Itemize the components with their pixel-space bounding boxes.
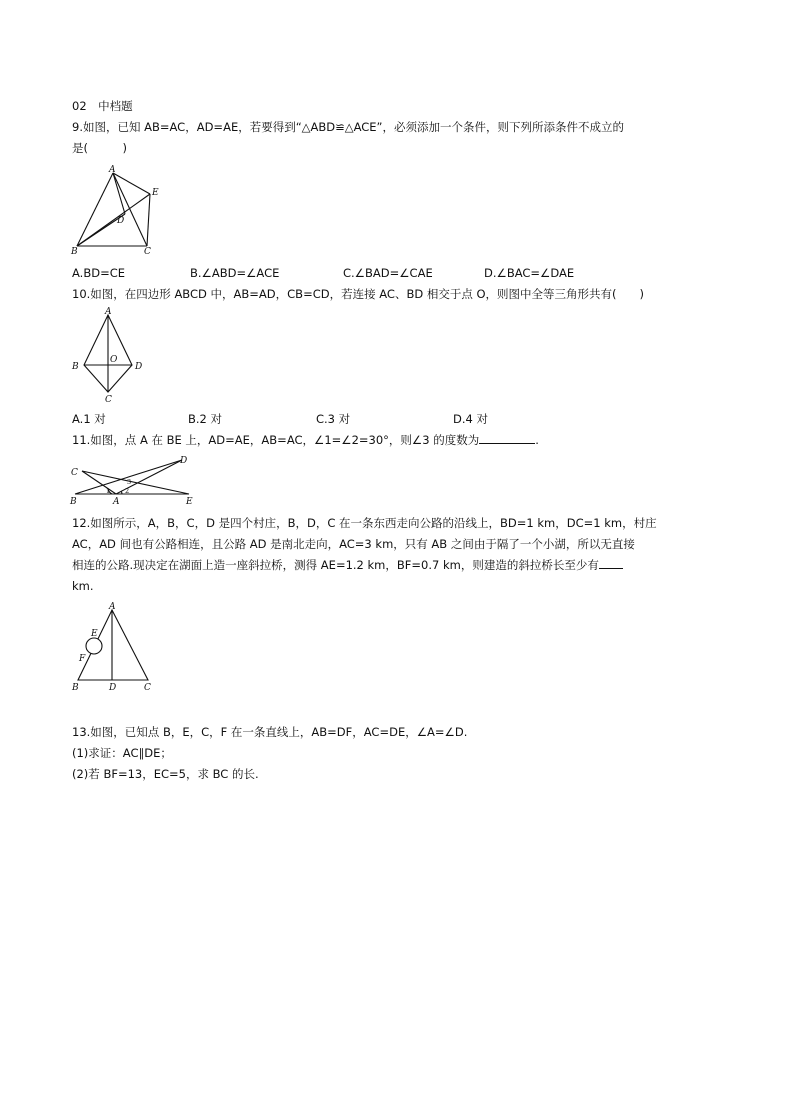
q10-label-a: A [105,307,112,317]
q11-answer-blank[interactable] [479,443,535,444]
q9-figure [68,164,168,256]
q12-lake [86,638,102,654]
q12-label-d: D [109,683,117,693]
q12-figure [68,600,168,696]
q12-answer-blank[interactable] [599,568,623,569]
q9-label-d: D [117,216,125,226]
q13-part2: (2)若 BF=13，EC=5，求 BC 的长. [72,767,259,781]
q9-text-line1: 9.如图，已知 AB=AC，AD=AE，若要得到“△ABD≌△ACE”，必须添加一个条件，则下列所添条件不成立的 [72,120,625,134]
q10-option-a[interactable]: A.1 对 [72,412,106,426]
q11-figure [68,452,198,506]
q11-angle1-label: 1 [106,487,111,495]
q9-seg-ac [113,173,147,246]
q12-label-c: C [144,683,151,693]
q9-label-b: B [71,247,78,256]
q10-option-d[interactable]: D.4 对 [453,412,488,426]
q10-text-line1: 10.如图，在四边形 ABCD 中，AB=AD，CB=CD，若连接 AC、BD 相交于点 O，则图中全等三角形共有( ) [72,287,645,301]
q10-option-c[interactable]: C.3 对 [316,412,351,426]
q12-text-line3 [72,557,623,573]
q10-figure [68,306,158,406]
q9-seg-be [77,194,150,246]
q9-label-a: A [109,165,116,175]
q12-label-f: F [79,654,86,664]
q9-label-e: E [152,188,159,198]
q9-text-line2: 是( ) [72,141,127,155]
q12-label-b: B [72,683,79,693]
q10-label-c: C [105,395,112,405]
q9-option-c[interactable]: C.∠BAD=∠CAE [343,266,433,280]
q13-text-line1: 13.如图，已知点 B，E，C，F 在一条直线上，AB=DF，AC=DE，∠A=∠D. [72,725,468,739]
q9-seg-ec [147,194,150,246]
q12-text-line1: 12.如图所示，A，B，C，D 是四个村庄，B，D，C 在一条东西走向公路的沿线上，BD=1 km，DC=1 km，村庄 [72,516,657,530]
q9-label-c: C [144,247,151,256]
q10-option-b[interactable]: B.2 对 [188,412,223,426]
q12-text: 相连的公路.现决定在湖面上造一座斜拉桥，测得 AE=1.2 km，BF=0.7 km，则建造的斜拉桥长至少有 [72,558,599,572]
q10-label-o: O [110,355,118,365]
q12-text-line4: km. [72,579,94,593]
q11-label-b: B [70,497,77,506]
section-title: 02 中档题 [72,99,133,113]
q11-label-a: A [113,497,120,506]
q9-option-b[interactable]: B.∠ABD=∠ACE [190,266,280,280]
q11-text-end: . [535,433,539,447]
q11-label-c: C [71,468,78,478]
q10-label-d: D [135,362,143,372]
q11-angle3-label: 3 [127,478,132,486]
q12-label-a: A [109,602,116,612]
q12-label-e: E [91,629,98,639]
q12-text-line2: AC，AD 间也有公路相连，且公路 AD 是南北走向，AC=3 km，只有 AB 之间由于隔了一个小湖，所以无直接 [72,537,635,551]
q9-option-a[interactable]: A.BD=CE [72,266,125,280]
q11-label-d: D [180,456,188,466]
q13-part1: (1)求证：AC∥DE； [72,746,172,760]
q11-text-line1 [72,432,539,448]
q9-option-d[interactable]: D.∠BAC=∠DAE [484,266,575,280]
q11-text: 11.如图，点 A 在 BE 上，AD=AE，AB=AC，∠1=∠2=30°，则∠3 的度数为 [72,433,480,447]
q9-seg-ab [77,173,113,246]
q10-label-b: B [72,362,79,372]
q11-angle2-label: 2 [125,487,130,495]
q11-label-e: E [186,497,193,506]
